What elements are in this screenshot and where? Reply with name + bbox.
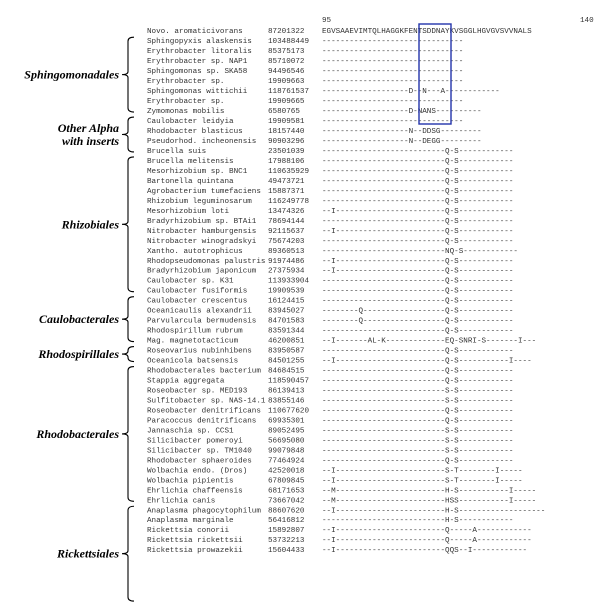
reference-species-name: Novo. aromaticivorans xyxy=(147,28,243,36)
sequence-string: --I------------------------Q-----A------------ xyxy=(322,527,532,536)
sequence-string: ------------------------------- xyxy=(322,58,464,67)
species-name: Rhizobium leguminosarum xyxy=(147,197,252,206)
species-name: Roseobacter sp. MED193 xyxy=(147,387,248,396)
gi-number: 118590457 xyxy=(268,377,310,386)
species-name: Sphingopyxis alaskensis xyxy=(147,38,252,47)
group-labels xyxy=(24,68,119,561)
group-label: Rhizobiales xyxy=(61,217,119,232)
alignment-row xyxy=(147,378,513,386)
species-name: Stappia aggregata xyxy=(147,377,225,386)
species-name: Xantho. autotrophicus xyxy=(147,247,243,256)
species-name: Rickettsia prowazekii xyxy=(147,547,243,556)
species-name: Anaplasma marginale xyxy=(147,517,234,526)
species-name: Anaplasma phagocytophilum xyxy=(147,507,261,516)
sequence-string: ---------------------------Q-S------------ xyxy=(322,417,514,426)
alignment-row xyxy=(147,358,532,366)
reference-gi-number: 87201322 xyxy=(268,28,305,36)
alignment-row xyxy=(147,308,513,316)
species-name: Roseobacter denitrificans xyxy=(147,407,261,416)
gi-number: 116249778 xyxy=(268,197,310,206)
gi-number: 77464924 xyxy=(268,457,305,466)
group-braces xyxy=(122,37,134,601)
species-name: Rhodobacter blasticus xyxy=(147,128,243,137)
alignment-row xyxy=(147,388,513,396)
gi-number: 89360513 xyxy=(268,247,305,256)
group-label: Rickettsiales xyxy=(57,546,119,561)
sequence-string: ---------------------------Q-S------------ xyxy=(322,277,514,286)
sequence-string: --I------------------------S-T--------I----- xyxy=(322,477,523,486)
species-name: Oceanicaulis alexandrii xyxy=(147,307,252,316)
gi-number: 110677620 xyxy=(268,407,310,416)
position-start-label: 95 xyxy=(322,17,332,25)
sequence-string: ---------------------------Q-S------------ xyxy=(322,327,514,336)
sequence-string: --I------------------------H-S------------------- xyxy=(322,507,546,516)
alignment-row xyxy=(147,118,463,126)
sequence-string: --I------------------------Q-S------------ xyxy=(322,207,514,216)
gi-number: 113933904 xyxy=(268,277,310,286)
group-label: Rhodobacterales xyxy=(36,426,119,441)
sequence-string: ---------------------------Q-S------------ xyxy=(322,297,514,306)
species-name: Sphingomonas wittichii xyxy=(147,88,248,97)
species-name: Zymomonas mobilis xyxy=(147,108,225,117)
alignment-row xyxy=(147,477,523,485)
alignment-row xyxy=(147,248,518,256)
sequence-string: -------------------D-NANS---------- xyxy=(322,108,482,117)
sequence-string: ---------------------------Q-S------------ xyxy=(322,367,514,376)
alignment-row xyxy=(147,447,513,455)
gi-number: 56695080 xyxy=(268,437,305,446)
sequence-string: ------------------------------- xyxy=(322,98,464,107)
gi-number: 90903296 xyxy=(268,138,305,146)
gi-number: 88607620 xyxy=(268,507,305,516)
gi-number: 18157440 xyxy=(268,128,305,137)
species-name: Ehrlichia chaffeensis xyxy=(147,487,243,496)
species-name: Mesorhizobium sp. BNC1 xyxy=(147,167,248,176)
species-name: Paracoccus denitrificans xyxy=(147,417,257,426)
gi-number: 27375934 xyxy=(268,267,305,276)
species-name: Pseudorhod. incheonensis xyxy=(147,138,257,146)
species-name: Mesorhizobium loti xyxy=(147,207,230,216)
gi-number: 84501255 xyxy=(268,357,305,366)
species-name: Brucella suis xyxy=(147,147,207,156)
sequence-string: ---------------------------S-S------------ xyxy=(322,397,514,406)
alignment-row xyxy=(147,208,513,216)
group-label: Other Alpha xyxy=(57,121,119,136)
alignment-row xyxy=(147,78,463,86)
alignment-row xyxy=(147,417,513,425)
sequence-string: ---------------------------Q-S------------ xyxy=(322,167,514,176)
gi-number: 73667042 xyxy=(268,497,305,506)
group-brace xyxy=(122,117,134,152)
gi-number: 69935301 xyxy=(268,417,305,426)
alignment-row xyxy=(147,497,536,505)
species-name: Caulobacter fusiformis xyxy=(147,287,248,296)
gi-number: 83591344 xyxy=(268,327,305,336)
alignment-row xyxy=(147,68,463,76)
gi-number: 56416812 xyxy=(268,517,305,526)
gi-number: 83945027 xyxy=(268,307,305,316)
sequence-string: --I------------------------Q-S------------ xyxy=(322,227,514,236)
alignment-row xyxy=(147,38,463,46)
species-name: Parvularcula bermudensis xyxy=(147,317,257,326)
group-brace xyxy=(122,506,134,601)
alignment-row xyxy=(147,278,513,286)
group-label: Sphingomonadales xyxy=(24,67,119,82)
alignment-row xyxy=(147,48,463,56)
alignment-row xyxy=(147,148,513,156)
species-name: Caulobacter sp. K31 xyxy=(147,277,234,286)
gi-number: 85375173 xyxy=(268,48,305,57)
gi-number: 13474326 xyxy=(268,207,305,216)
gi-number: 86139413 xyxy=(268,387,305,396)
alignment-row xyxy=(147,348,513,356)
alignment-row xyxy=(147,457,513,465)
alignment-row xyxy=(147,437,513,445)
gi-number: 17988106 xyxy=(268,157,305,166)
gi-number: 94496546 xyxy=(268,68,305,77)
species-name: Jannaschia sp. CCS1 xyxy=(147,427,234,436)
species-name: Erythrobacter sp. xyxy=(147,78,225,87)
sequence-string: ---------------------------Q-S------------ xyxy=(322,147,514,156)
sequence-string: --------Q------------------Q-S------------ xyxy=(322,307,514,316)
species-name: Silicibacter sp. TM1040 xyxy=(147,447,252,456)
sequence-string: --------Q------------------Q-S------------ xyxy=(322,317,514,326)
sequence-string: ---------------------------Q-S------------ xyxy=(322,287,514,296)
alignment-row xyxy=(147,178,513,186)
group-brace xyxy=(122,37,134,112)
gi-number: 53732213 xyxy=(268,537,305,546)
sequence-string: ---------------------------Q-S------------ xyxy=(322,197,514,206)
gi-number: 91974486 xyxy=(268,257,305,266)
species-name: Brucella melitensis xyxy=(147,157,234,166)
alignment-row xyxy=(147,188,513,196)
species-name: Bartonella quintana xyxy=(147,177,234,186)
alignment-row xyxy=(147,238,513,246)
gi-number: 110635929 xyxy=(268,167,310,176)
sequence-string: -------------------N--DDSG--------- xyxy=(322,128,482,137)
sequence-string: ---------------------------S-S------------ xyxy=(322,427,514,436)
gi-number: 83855146 xyxy=(268,397,305,406)
sequence-string: --I------------------------Q-S------------ xyxy=(322,257,514,266)
alignment-row xyxy=(147,198,513,206)
alignment-row xyxy=(147,138,482,146)
gi-number: 85710072 xyxy=(268,58,305,67)
gi-number: 15892807 xyxy=(268,527,305,536)
species-name: Rhodobacterales bacterium xyxy=(147,367,261,376)
alignment-row xyxy=(147,218,513,226)
alignment-row xyxy=(147,427,513,435)
species-name: Roseovarius nubinhibens xyxy=(147,347,252,356)
gi-number: 89052495 xyxy=(268,427,305,436)
alignment-row xyxy=(147,58,463,66)
gi-number: 19909665 xyxy=(268,98,305,107)
alignment-row xyxy=(147,397,513,405)
gi-number: 15887371 xyxy=(268,187,305,196)
sequence-string: ---------------------------Q-S------------ xyxy=(322,157,514,166)
alignment-row xyxy=(147,88,500,96)
species-name: Wolbachia endo. (Dros) xyxy=(147,467,248,476)
gi-number: 83950587 xyxy=(268,347,305,356)
species-name: Caulobacter leidyia xyxy=(147,118,234,127)
species-name: Nitrobacter hamburgensis xyxy=(147,227,257,236)
alignment-row xyxy=(147,168,513,176)
alignment-row xyxy=(147,328,513,336)
species-name: Bradyrhizobium sp. BTAi1 xyxy=(147,217,257,226)
group-label: Rhodospirillales xyxy=(38,347,119,362)
group-brace xyxy=(122,297,134,342)
sequence-string: --I------------------------Q-----A------------ xyxy=(322,537,532,546)
gi-number: 23501039 xyxy=(268,147,305,156)
group-label: Caulobacterales xyxy=(39,312,119,327)
sequence-string: --M------------------------HSS-----------I----- xyxy=(322,497,537,506)
species-name: Caulobacter crescentus xyxy=(147,297,248,306)
sequence-string: ------------------------------- xyxy=(322,118,464,127)
alignment-row xyxy=(147,517,513,525)
sequence-string: ------------------------------- xyxy=(322,68,464,77)
gi-number: 42520018 xyxy=(268,467,305,476)
sequence-string: --I------------------------S-T--------I----- xyxy=(322,467,523,476)
alignment-row xyxy=(147,507,545,515)
reference-sequence: EGVSAAEVIMTQLHAGGKFENTSDDNAYKVSGGLHGVGVSVVNALS xyxy=(322,28,532,36)
alignment-row xyxy=(147,537,532,545)
alignment-row xyxy=(147,487,536,495)
sequence-string: ------------------------------- xyxy=(322,48,464,57)
sequence-string: --I------------------------Q-S-----------I---- xyxy=(322,357,532,366)
species-name: Rickettsia rickettsii xyxy=(147,537,243,546)
group-brace xyxy=(122,157,134,292)
sequence-string: ---------------------------Q-S------------ xyxy=(322,237,514,246)
alignment-row xyxy=(147,298,513,306)
species-name: Oceanicola batsensis xyxy=(147,357,239,366)
sequence-string: ---------------------------Q-S------------ xyxy=(322,217,514,226)
sequence-string: ---------------------------Q-S------------ xyxy=(322,407,514,416)
alignment-row xyxy=(147,318,513,326)
gi-number: 75674203 xyxy=(268,237,305,246)
alignment-row xyxy=(147,547,527,555)
position-end-label: 140 xyxy=(580,17,594,25)
gi-number: 46200851 xyxy=(268,337,305,346)
sequence-string: ------------------------------- xyxy=(322,38,464,47)
species-name: Ehrlichia canis xyxy=(147,497,216,506)
sequence-string: ---------------------------S-S------------ xyxy=(322,447,514,456)
gi-number: 19909581 xyxy=(268,118,305,127)
sequence-string: ---------------------------Q-S------------ xyxy=(322,347,514,356)
sequence-string: -------------------N--DEGG--------- xyxy=(322,138,482,146)
alignment-rows xyxy=(147,38,545,555)
sequence-string: --I------------------------QQS--I------------ xyxy=(322,547,528,556)
species-name: Rhodopseudomonas palustris xyxy=(147,257,266,266)
gi-number: 78694144 xyxy=(268,217,305,226)
gi-number: 15604433 xyxy=(268,547,305,556)
species-name: Sphingomonas sp. SKA58 xyxy=(147,68,248,77)
alignment-row xyxy=(147,527,532,535)
group-label: with inserts xyxy=(61,134,119,149)
species-name: Rickettsia conorii xyxy=(147,527,230,536)
group-brace xyxy=(122,347,134,362)
species-name: Erythrobacter litoralis xyxy=(147,48,252,57)
alignment-row xyxy=(147,158,513,166)
gi-number: 118761537 xyxy=(268,88,310,97)
alignment-row xyxy=(147,467,523,475)
gi-number: 19909539 xyxy=(268,287,305,296)
alignment-row xyxy=(147,268,513,276)
species-name: Nitrobacter winogradskyi xyxy=(147,237,257,246)
alignment-row xyxy=(147,368,513,376)
gi-number: 103488449 xyxy=(268,38,310,47)
species-name: Rhodospirillum rubrum xyxy=(147,327,243,336)
gi-number: 19909663 xyxy=(268,78,305,87)
species-name: Sulfitobacter sp. NAS-14.1 xyxy=(147,397,266,406)
group-brace xyxy=(122,367,134,502)
sequence-string: ---------------------------Q-S------------ xyxy=(322,177,514,186)
alignment-row xyxy=(147,128,482,136)
sequence-string: ---------------------------H-S------------ xyxy=(322,517,514,526)
species-name: Erythrobacter sp. NAP1 xyxy=(147,58,248,67)
species-name: Mag. magnetotacticum xyxy=(147,337,239,346)
gi-number: 49473721 xyxy=(268,177,305,186)
sequence-string: ---------------------------Q-S------------ xyxy=(322,377,514,386)
sequence-string: ---------------------------S-S------------ xyxy=(322,387,514,396)
sequence-string: -------------------D--N---A------------ xyxy=(322,88,500,97)
gi-number: 16124415 xyxy=(268,297,305,306)
sequence-string: --I-------AL-K-------------EQ-SNRI-S-------I--- xyxy=(322,337,537,346)
sequence-string: ---------------------------Q-S------------ xyxy=(322,457,514,466)
gi-number: 84684515 xyxy=(268,367,305,376)
sequence-string: --I------------------------Q-S------------ xyxy=(322,267,514,276)
species-name: Silicibacter pomeroyi xyxy=(147,437,243,446)
alignment-row xyxy=(147,228,513,236)
species-name: Erythrobacter sp. xyxy=(147,98,225,107)
gi-number: 99079848 xyxy=(268,447,305,456)
sequence-string: ---------------------------S-S------------ xyxy=(322,437,514,446)
alignment-row xyxy=(147,338,536,346)
alignment-row xyxy=(147,108,482,116)
gi-number: 6580765 xyxy=(268,108,300,117)
alignment-row xyxy=(147,288,513,296)
gi-number: 68171653 xyxy=(268,487,305,496)
sequence-string: --M------------------------H-S-----------I----- xyxy=(322,487,537,496)
sequence-string: ---------------------------Q-S------------ xyxy=(322,187,514,196)
alignment-row xyxy=(147,258,513,266)
species-name: Wolbachia pipientis xyxy=(147,477,234,486)
gi-number: 92115637 xyxy=(268,227,305,236)
alignment-row xyxy=(147,98,463,106)
sequence-string: ------------------------------- xyxy=(322,78,464,87)
gi-number: 67809845 xyxy=(268,477,305,486)
species-name: Bradyrhizobium japonicum xyxy=(147,267,257,276)
species-name: Agrobacterium tumefaciens xyxy=(147,187,261,196)
gi-number: 84701583 xyxy=(268,317,305,326)
species-name: Rhodobacter sphaeroides xyxy=(147,457,252,466)
alignment-row xyxy=(147,407,513,415)
sequence-string: ---------------------------NQ-S------------ xyxy=(322,247,518,256)
